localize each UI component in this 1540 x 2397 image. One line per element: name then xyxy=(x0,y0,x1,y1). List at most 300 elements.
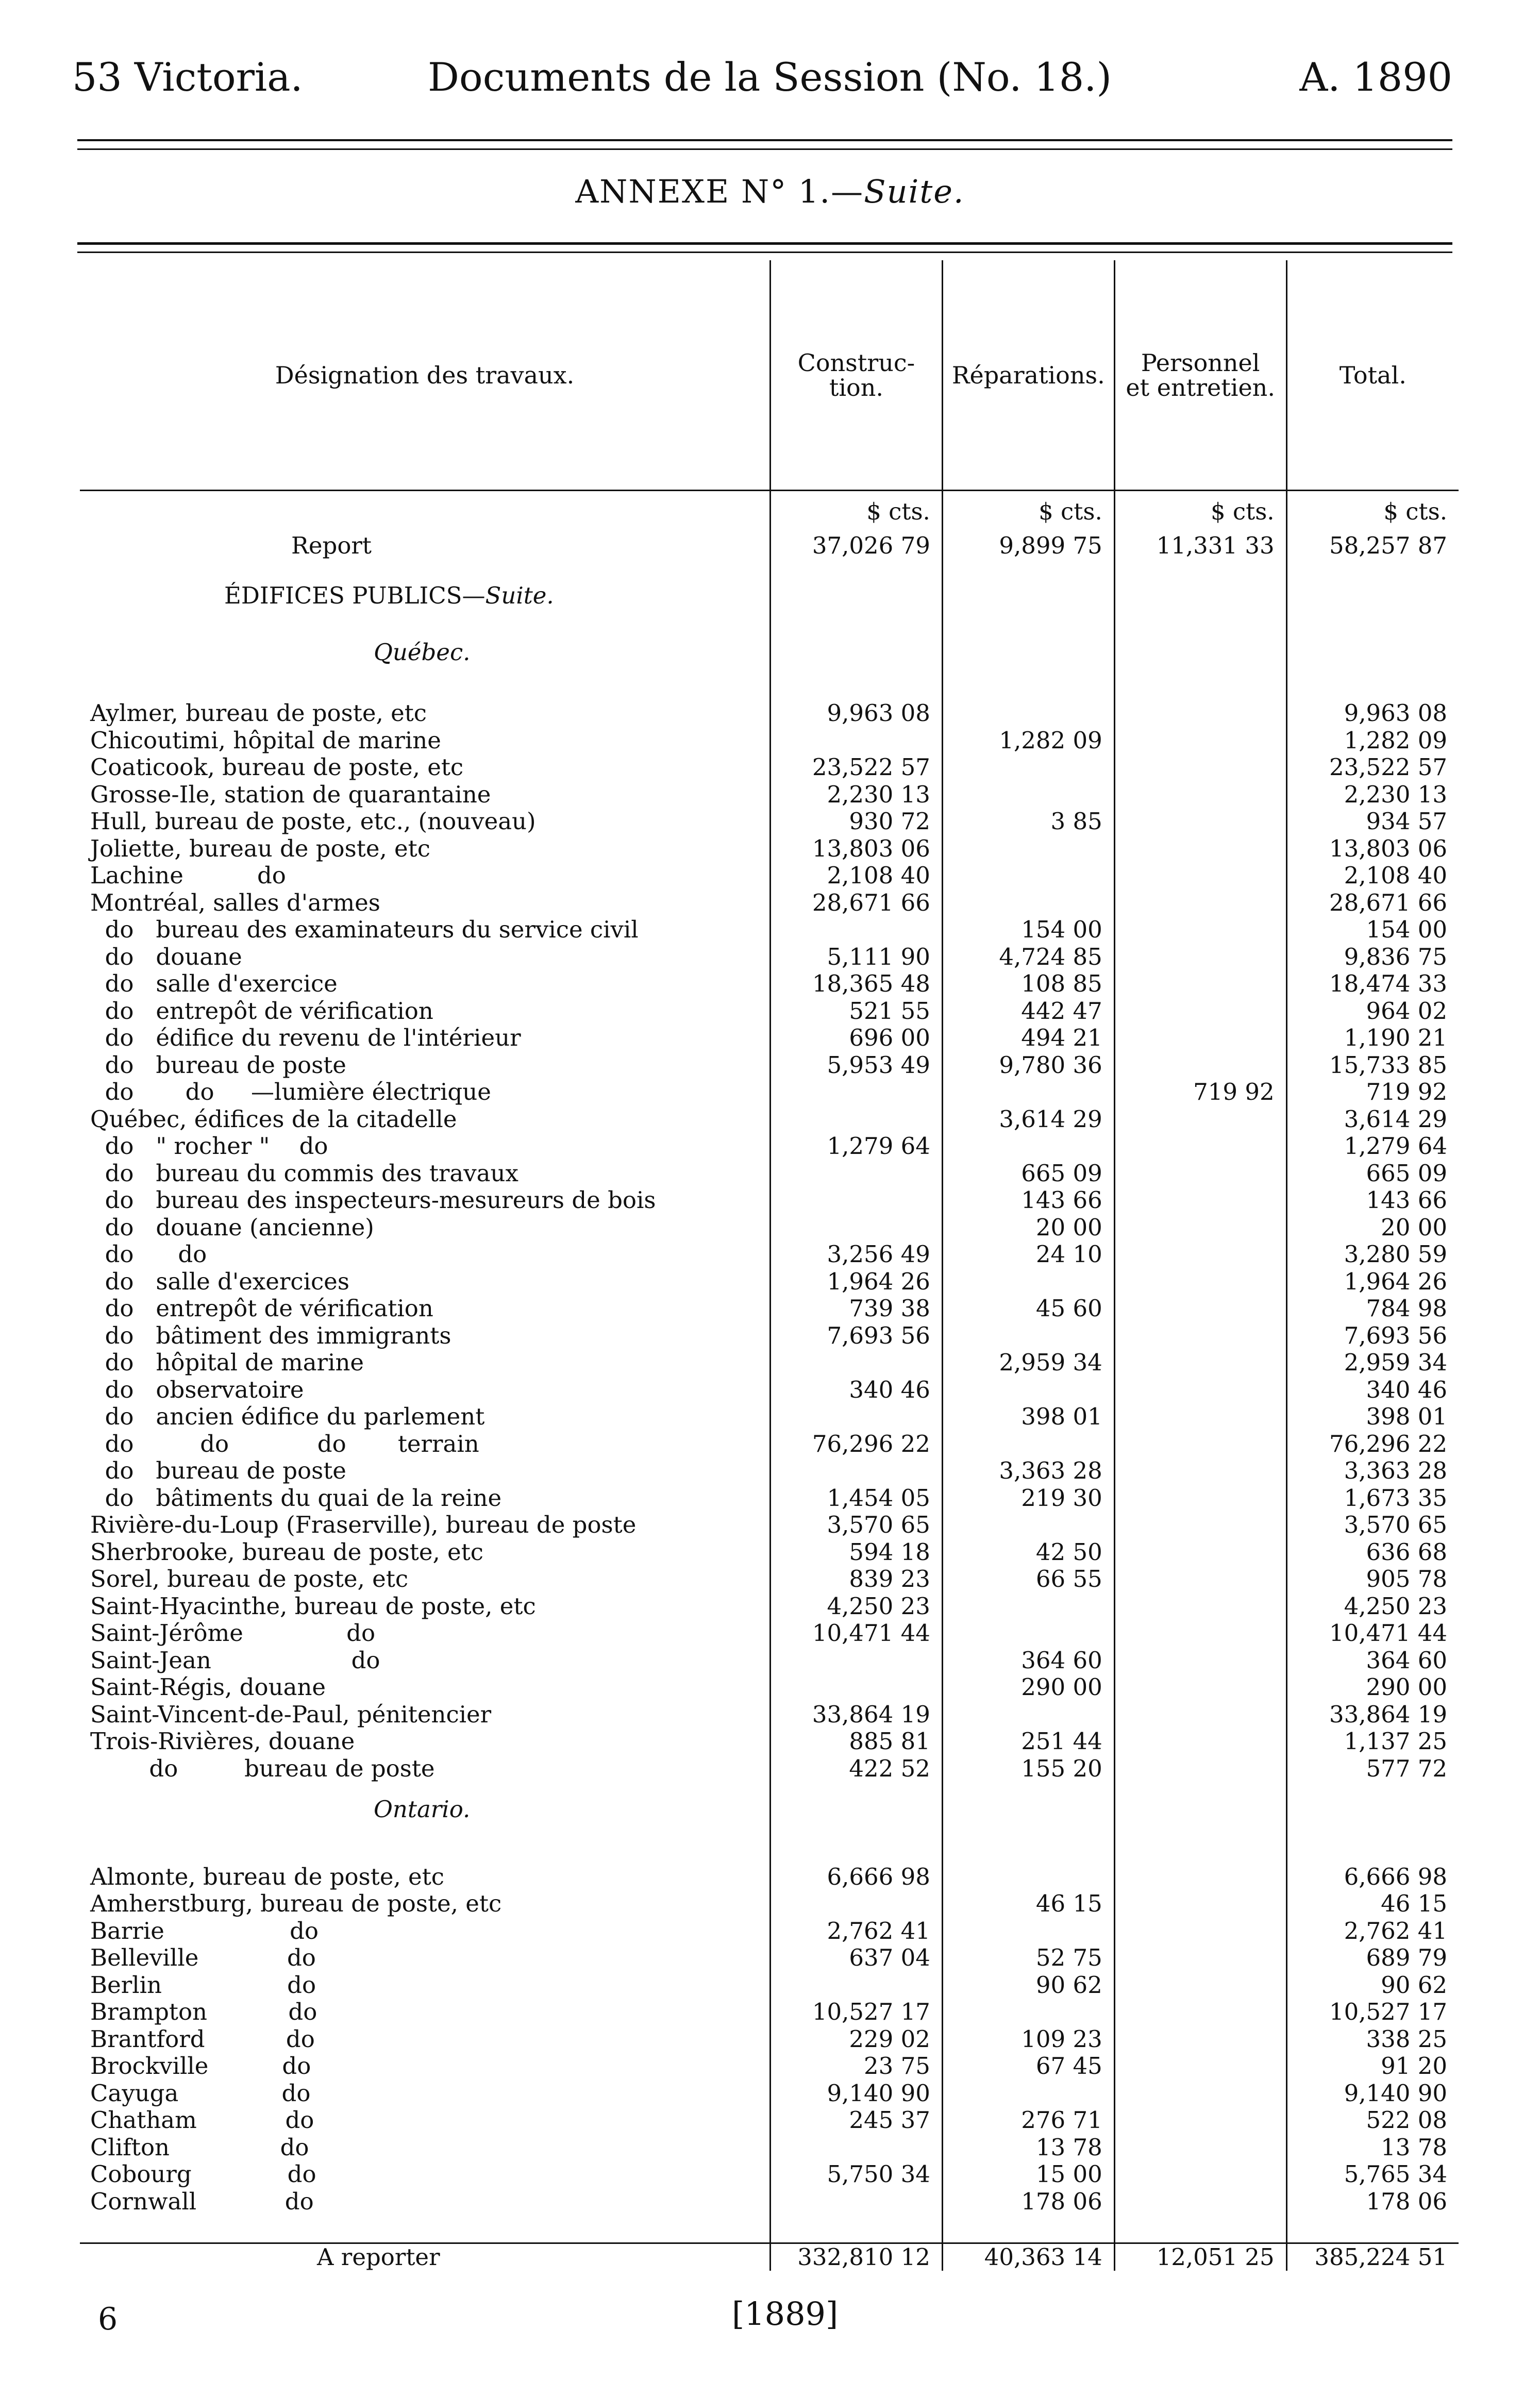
construction-value: 3,570 65 xyxy=(770,1512,942,1539)
total-value: 18,474 33 xyxy=(1286,970,1459,998)
quebec-rows xyxy=(80,700,1459,1782)
construction-value xyxy=(770,1160,942,1187)
total-value: 9,140 90 xyxy=(1286,2080,1459,2107)
empty-cell xyxy=(1286,2215,1459,2243)
quebec-row xyxy=(80,1079,1459,1106)
construction-value: 3,256 49 xyxy=(770,1241,942,1268)
empty-cell xyxy=(1114,632,1286,673)
quebec-designation: do bureau du commis des travaux xyxy=(90,1160,518,1187)
construction-value xyxy=(770,1890,942,1918)
construction-value: 422 52 xyxy=(770,1755,942,1783)
construction-value xyxy=(770,1187,942,1214)
quebec-designation: do bâtiment des immigrants xyxy=(90,1322,451,1349)
quebec-row xyxy=(80,1457,1459,1485)
quebec-row xyxy=(80,1295,1459,1322)
empty-cell xyxy=(770,560,942,632)
personnel-value xyxy=(1114,1160,1286,1187)
unit-cell: $ cts. xyxy=(942,491,1114,533)
construction-value: 18,365 48 xyxy=(770,970,942,998)
section-heading-suite: Suite. xyxy=(485,581,554,609)
total-value: 13 78 xyxy=(1286,2134,1459,2161)
annexe-title-text: ANNEXE N° 1.— xyxy=(575,173,864,210)
spacer-row xyxy=(80,1836,1459,1864)
construction-value: 521 55 xyxy=(770,998,942,1025)
construction-value xyxy=(770,916,942,944)
total-value: 91 20 xyxy=(1286,2053,1459,2080)
personnel-value xyxy=(1114,1701,1286,1729)
quebec-row xyxy=(80,890,1459,917)
construction-value: 5,750 34 xyxy=(770,2161,942,2188)
total-value: 905 78 xyxy=(1286,1566,1459,1593)
quebec-row xyxy=(80,1403,1459,1431)
reparations-value: 1,282 09 xyxy=(942,727,1114,755)
ontario-designation: Chatham do xyxy=(90,2107,314,2134)
quebec-row xyxy=(80,1214,1459,1242)
construction-value: 28,671 66 xyxy=(770,890,942,917)
quebec-row xyxy=(80,1377,1459,1404)
personnel-value xyxy=(1114,1864,1286,1891)
ontario-row xyxy=(80,1890,1459,1918)
report-value: 58,257 87 xyxy=(1286,532,1459,560)
total-value: 1,673 35 xyxy=(1286,1485,1459,1512)
reparations-value: 276 71 xyxy=(942,2107,1114,2134)
personnel-value xyxy=(1114,1620,1286,1647)
personnel-value xyxy=(1114,1566,1286,1593)
units-label-cell xyxy=(80,491,770,533)
construction-value xyxy=(770,1349,942,1377)
total-value: 46 15 xyxy=(1286,1890,1459,1918)
total-value: 13,803 06 xyxy=(1286,835,1459,863)
reparations-value: 15 00 xyxy=(942,2161,1114,2188)
personnel-value xyxy=(1114,1187,1286,1214)
personnel-value xyxy=(1114,1268,1286,1296)
reparations-value: 442 47 xyxy=(942,998,1114,1025)
quebec-designation: do douane xyxy=(90,943,242,970)
personnel-value xyxy=(1114,1322,1286,1350)
total-value: 290 00 xyxy=(1286,1674,1459,1701)
construction-value xyxy=(770,1647,942,1674)
construction-value: 739 38 xyxy=(770,1295,942,1322)
total-value: 20 00 xyxy=(1286,1214,1459,1242)
reparations-value: 4,724 85 xyxy=(942,944,1114,971)
total-row xyxy=(80,2243,1459,2271)
reparations-value: 251 44 xyxy=(942,1728,1114,1755)
quebec-designation: Québec, édifices de la citadelle xyxy=(90,1105,457,1133)
subsection-ontario-row xyxy=(80,1782,1459,1836)
reparations-value: 3,614 29 xyxy=(942,1106,1114,1133)
quebec-row xyxy=(80,1025,1459,1052)
total-value: 90 62 xyxy=(1286,1972,1459,1999)
reparations-value: 143 66 xyxy=(942,1187,1114,1214)
quebec-designation: Aylmer, bureau de poste, etc xyxy=(90,700,427,727)
report-label: Report xyxy=(291,532,372,559)
quebec-row xyxy=(80,1512,1459,1539)
empty-cell xyxy=(1286,673,1459,700)
personnel-value xyxy=(1114,2134,1286,2161)
personnel-value xyxy=(1114,1755,1286,1783)
quebec-row xyxy=(80,1674,1459,1701)
report-value: 9,899 75 xyxy=(942,532,1114,560)
construction-value: 33,864 19 xyxy=(770,1701,942,1729)
personnel-value xyxy=(1114,1674,1286,1701)
construction-value: 10,527 17 xyxy=(770,1999,942,2026)
reparations-value: 13 78 xyxy=(942,2134,1114,2161)
reparations-value xyxy=(942,2080,1114,2107)
total-value: 10,527 17 xyxy=(1286,1999,1459,2026)
total-value: 10,471 44 xyxy=(1286,1620,1459,1647)
quebec-row xyxy=(80,862,1459,890)
quebec-designation: do do do terrain xyxy=(90,1430,479,1457)
personnel-value xyxy=(1114,781,1286,809)
total-value: 5,765 34 xyxy=(1286,2161,1459,2188)
construction-value: 229 02 xyxy=(770,2026,942,2053)
reparations-value xyxy=(942,1322,1114,1350)
personnel-value xyxy=(1114,2053,1286,2080)
reparations-value: 67 45 xyxy=(942,2053,1114,2080)
reparations-value: 398 01 xyxy=(942,1403,1114,1431)
quebec-designation: Chicoutimi, hôpital de marine xyxy=(90,727,441,754)
annexe-suite: Suite. xyxy=(864,173,965,210)
personnel-value xyxy=(1114,2161,1286,2188)
empty-cell xyxy=(770,2215,942,2243)
reparations-value: 108 85 xyxy=(942,970,1114,998)
header-document-title: Documents de la Session (No. 18.) xyxy=(428,54,1112,100)
construction-value: 5,111 90 xyxy=(770,944,942,971)
quebec-designation: do do —lumière électrique xyxy=(90,1079,491,1105)
personnel-value xyxy=(1114,1295,1286,1322)
quebec-designation: do ancien édifice du parlement xyxy=(90,1403,485,1430)
reparations-value xyxy=(942,1377,1114,1404)
reparations-value: 219 30 xyxy=(942,1485,1114,1512)
quebec-row xyxy=(80,1106,1459,1133)
empty-cell xyxy=(942,1836,1114,1864)
spacer-row xyxy=(80,2215,1459,2243)
quebec-row xyxy=(80,916,1459,944)
reparations-value: 178 06 xyxy=(942,2188,1114,2216)
quebec-row xyxy=(80,944,1459,971)
empty-cell xyxy=(1286,560,1459,632)
unit-cell: $ cts. xyxy=(770,491,942,533)
personnel-value xyxy=(1114,1999,1286,2026)
total-value: 398 01 xyxy=(1286,1403,1459,1431)
quebec-designation: Coaticook, bureau de poste, etc xyxy=(90,754,464,781)
total-value: 577 72 xyxy=(1286,1755,1459,1783)
quebec-designation: do bureau des inspecteurs-mesureurs de bois xyxy=(90,1187,656,1214)
empty-cell xyxy=(1114,1782,1286,1836)
total-value: 143 66 xyxy=(1286,1187,1459,1214)
total-value: 3,570 65 xyxy=(1286,1512,1459,1539)
header-session-year: 53 Victoria. xyxy=(72,54,303,100)
quebec-designation: do entrepôt de vérification xyxy=(90,997,433,1025)
empty-cell xyxy=(770,1836,942,1864)
quebec-row xyxy=(80,1322,1459,1350)
empty-cell xyxy=(770,673,942,700)
reparations-value: 52 75 xyxy=(942,1945,1114,1972)
total-body xyxy=(80,2215,1459,2271)
col-header-designation: Désignation des travaux. xyxy=(275,361,575,389)
reparations-value: 290 00 xyxy=(942,1674,1114,1701)
total-value: 154 00 xyxy=(1286,916,1459,944)
quebec-row xyxy=(80,1349,1459,1377)
quebec-row xyxy=(80,1593,1459,1620)
personnel-value xyxy=(1114,1647,1286,1674)
ontario-designation: Amherstburg, bureau de poste, etc xyxy=(90,1890,502,1917)
quebec-designation: do entrepôt de vérification xyxy=(90,1295,433,1322)
reparations-value xyxy=(942,890,1114,917)
personnel-value xyxy=(1114,1025,1286,1052)
col-header-construction: Construc- tion. xyxy=(770,260,942,491)
personnel-value xyxy=(1114,1593,1286,1620)
construction-value: 2,762 41 xyxy=(770,1918,942,1945)
construction-value xyxy=(770,1106,942,1133)
personnel-value xyxy=(1114,1512,1286,1539)
construction-value xyxy=(770,2188,942,2216)
personnel-value xyxy=(1114,1890,1286,1918)
empty-cell xyxy=(1114,1836,1286,1864)
total-value: 636 68 xyxy=(1286,1539,1459,1566)
construction-value: 696 00 xyxy=(770,1025,942,1052)
reparations-value: 3,363 28 xyxy=(942,1457,1114,1485)
reparations-value xyxy=(942,862,1114,890)
total-value: 719 92 xyxy=(1286,1079,1459,1106)
ontario-row xyxy=(80,2107,1459,2134)
construction-value xyxy=(770,1972,942,1999)
table-header-row xyxy=(80,260,1459,491)
total-value: 385,224 51 xyxy=(1286,2243,1459,2271)
reparations-value xyxy=(942,1133,1114,1160)
quebec-designation: Joliette, bureau de poste, etc xyxy=(90,835,430,862)
construction-value: 13,803 06 xyxy=(770,835,942,863)
construction-value: 9,963 08 xyxy=(770,700,942,727)
subsection-ontario: Ontario. xyxy=(374,1795,471,1823)
construction-value: 839 23 xyxy=(770,1566,942,1593)
personnel-value xyxy=(1114,944,1286,971)
quebec-row xyxy=(80,754,1459,781)
personnel-value xyxy=(1114,1972,1286,1999)
table-body xyxy=(80,491,1459,700)
quebec-row xyxy=(80,1052,1459,1079)
reparations-value xyxy=(942,1431,1114,1458)
ontario-row xyxy=(80,2053,1459,2080)
ontario-row xyxy=(80,2026,1459,2053)
construction-value: 2,108 40 xyxy=(770,862,942,890)
reparations-value: 364 60 xyxy=(942,1647,1114,1674)
construction-value: 23,522 57 xyxy=(770,754,942,781)
section-heading-row xyxy=(80,560,1459,632)
construction-value: 7,693 56 xyxy=(770,1322,942,1350)
quebec-designation: do bureau des examinateurs du service civil xyxy=(90,916,639,943)
subsection-quebec-row xyxy=(80,632,1459,673)
table-rule-top xyxy=(77,242,1452,245)
ontario-designation: Brampton do xyxy=(90,1999,317,2025)
personnel-value xyxy=(1114,1133,1286,1160)
empty-cell xyxy=(942,673,1114,700)
quebec-designation: Lachine do xyxy=(90,862,286,889)
total-value: 364 60 xyxy=(1286,1647,1459,1674)
quebec-row xyxy=(80,1268,1459,1296)
total-value: 332,810 12 xyxy=(770,2243,942,2271)
reparations-value: 154 00 xyxy=(942,916,1114,944)
ontario-row xyxy=(80,2161,1459,2188)
personnel-value xyxy=(1114,1431,1286,1458)
ontario-designation: Brantford do xyxy=(90,2025,315,2053)
ontario-row xyxy=(80,1999,1459,2026)
annexe-title xyxy=(0,173,1540,210)
quebec-designation: do bureau de poste xyxy=(90,1051,346,1079)
ontario-row xyxy=(80,1864,1459,1891)
construction-value xyxy=(770,727,942,755)
reparations-value xyxy=(942,1079,1114,1106)
construction-value xyxy=(770,1214,942,1242)
quebec-row xyxy=(80,1755,1459,1783)
quebec-row xyxy=(80,727,1459,755)
construction-value: 9,140 90 xyxy=(770,2080,942,2107)
total-value: 1,282 09 xyxy=(1286,727,1459,755)
ontario-designation: Clifton do xyxy=(90,2134,309,2161)
empty-cell xyxy=(942,1782,1114,1836)
col-header-reparations: Réparations. xyxy=(942,260,1114,491)
total-value: 7,693 56 xyxy=(1286,1322,1459,1350)
ontario-designation: Cobourg do xyxy=(90,2161,316,2188)
personnel-value xyxy=(1114,727,1286,755)
quebec-row xyxy=(80,1187,1459,1214)
units-row xyxy=(80,491,1459,533)
reparations-value: 66 55 xyxy=(942,1566,1114,1593)
header-rule-top xyxy=(77,139,1452,141)
quebec-designation: Saint-Hyacinthe, bureau de poste, etc xyxy=(90,1593,536,1620)
construction-value xyxy=(770,1079,942,1106)
total-value: 3,280 59 xyxy=(1286,1241,1459,1268)
total-value: 6,666 98 xyxy=(1286,1864,1459,1891)
personnel-value xyxy=(1114,1945,1286,1972)
quebec-row xyxy=(80,1728,1459,1755)
reparations-value xyxy=(942,1593,1114,1620)
total-value: 689 79 xyxy=(1286,1945,1459,1972)
total-value: 964 02 xyxy=(1286,998,1459,1025)
construction-value: 6,666 98 xyxy=(770,1864,942,1891)
reparations-value xyxy=(942,1268,1114,1296)
construction-value: 2,230 13 xyxy=(770,781,942,809)
empty-cell xyxy=(1286,632,1459,673)
construction-value: 1,279 64 xyxy=(770,1133,942,1160)
reparations-value xyxy=(942,835,1114,863)
quebec-designation: Grosse-Ile, station de quarantaine xyxy=(90,781,491,808)
quebec-row xyxy=(80,808,1459,835)
total-value: 9,836 75 xyxy=(1286,944,1459,971)
reparations-value xyxy=(942,1999,1114,2026)
construction-value: 1,454 05 xyxy=(770,1485,942,1512)
construction-value: 930 72 xyxy=(770,808,942,835)
empty-cell xyxy=(80,2215,770,2243)
personnel-value xyxy=(1114,1377,1286,1404)
ontario-row xyxy=(80,2080,1459,2107)
total-value: 3,614 29 xyxy=(1286,1106,1459,1133)
total-value: 2,230 13 xyxy=(1286,781,1459,809)
spacer-row xyxy=(80,673,1459,700)
quebec-designation: do bureau de poste xyxy=(90,1457,346,1484)
personnel-value xyxy=(1114,1349,1286,1377)
ontario-designation: Almonte, bureau de poste, etc xyxy=(90,1863,444,1890)
total-value: 1,964 26 xyxy=(1286,1268,1459,1296)
ontario-row xyxy=(80,2188,1459,2216)
total-value: 338 25 xyxy=(1286,2026,1459,2053)
quebec-designation: Trois-Rivières, douane xyxy=(90,1728,355,1755)
personnel-value xyxy=(1114,1485,1286,1512)
total-value: 784 98 xyxy=(1286,1295,1459,1322)
quebec-designation: do observatoire xyxy=(90,1376,304,1403)
total-value: 23,522 57 xyxy=(1286,754,1459,781)
total-value: 76,296 22 xyxy=(1286,1431,1459,1458)
total-label: A reporter xyxy=(80,2243,770,2271)
personnel-value xyxy=(1114,970,1286,998)
col-header-total: Total. xyxy=(1286,260,1459,491)
total-value: 33,864 19 xyxy=(1286,1701,1459,1729)
personnel-value xyxy=(1114,1539,1286,1566)
personnel-value xyxy=(1114,1918,1286,1945)
report-value: 37,026 79 xyxy=(770,532,942,560)
quebec-designation: Saint-Jean do xyxy=(90,1647,380,1674)
construction-value xyxy=(770,1457,942,1485)
quebec-designation: Hull, bureau de poste, etc., (nouveau) xyxy=(90,808,536,835)
total-value: 4,250 23 xyxy=(1286,1593,1459,1620)
total-value: 178 06 xyxy=(1286,2188,1459,2216)
ontario-designation: Cayuga do xyxy=(90,2080,311,2107)
reparations-value: 494 21 xyxy=(942,1025,1114,1052)
total-value: 1,279 64 xyxy=(1286,1133,1459,1160)
footer-sessional-number: [1889] xyxy=(732,2295,839,2333)
total-value: 522 08 xyxy=(1286,2107,1459,2134)
col-header-personnel: Personnel et entretien. xyxy=(1114,260,1286,491)
ontario-designation: Brockville do xyxy=(90,2053,311,2080)
ontario-designation: Belleville do xyxy=(90,1945,316,1971)
total-value: 2,108 40 xyxy=(1286,862,1459,890)
personnel-value xyxy=(1114,998,1286,1025)
quebec-designation: Saint-Jérôme do xyxy=(90,1620,376,1647)
quebec-row xyxy=(80,700,1459,727)
reparations-value: 42 50 xyxy=(942,1539,1114,1566)
construction-value: 245 37 xyxy=(770,2107,942,2134)
total-value: 1,190 21 xyxy=(1286,1025,1459,1052)
quebec-row xyxy=(80,1647,1459,1674)
personnel-value xyxy=(1114,808,1286,835)
construction-value: 5,953 49 xyxy=(770,1052,942,1079)
empty-cell xyxy=(770,632,942,673)
total-value: 934 57 xyxy=(1286,808,1459,835)
total-value: 12,051 25 xyxy=(1114,2243,1286,2271)
section-heading xyxy=(80,560,770,632)
empty-cell xyxy=(1286,1782,1459,1836)
total-value: 2,762 41 xyxy=(1286,1918,1459,1945)
section-heading-text: ÉDIFICES PUBLICS— xyxy=(224,581,486,609)
quebec-row xyxy=(80,835,1459,863)
personnel-value xyxy=(1114,1241,1286,1268)
personnel-value xyxy=(1114,916,1286,944)
construction-value: 1,964 26 xyxy=(770,1268,942,1296)
reparations-value xyxy=(942,754,1114,781)
construction-value: 594 18 xyxy=(770,1539,942,1566)
total-value: 9,963 08 xyxy=(1286,700,1459,727)
quebec-designation: do salle d'exercices xyxy=(90,1268,349,1295)
personnel-value xyxy=(1114,700,1286,727)
empty-cell xyxy=(80,673,770,700)
personnel-value: 719 92 xyxy=(1114,1079,1286,1106)
total-value: 3,363 28 xyxy=(1286,1457,1459,1485)
personnel-value xyxy=(1114,1457,1286,1485)
expenditure-table xyxy=(80,260,1459,2271)
quebec-designation: do do xyxy=(90,1241,207,1268)
total-value: 15,733 85 xyxy=(1286,1052,1459,1079)
quebec-designation: do salle d'exercice xyxy=(90,970,338,997)
